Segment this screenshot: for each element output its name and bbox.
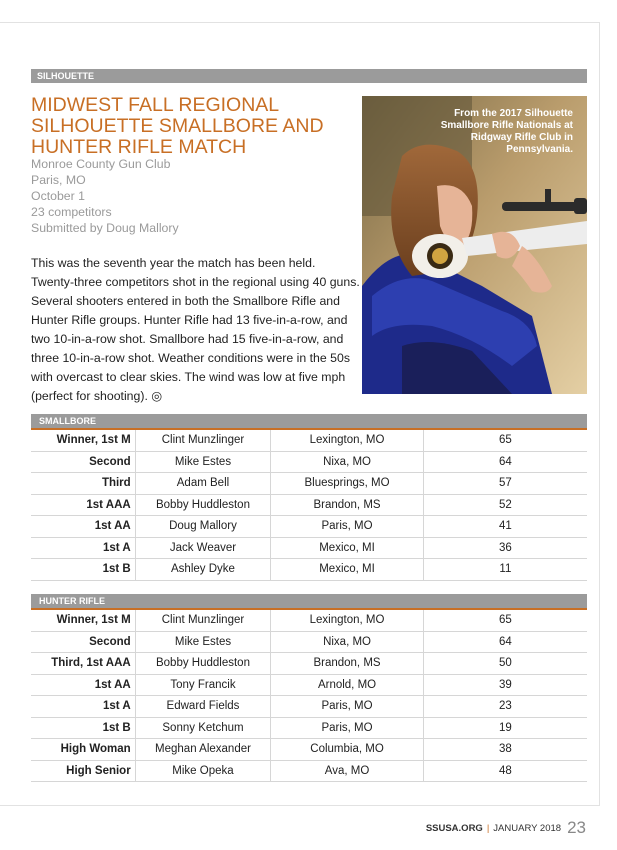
place-cell: 1st AAA [31, 494, 135, 516]
table-row [31, 610, 587, 631]
city-cell: Bluesprings, MO [271, 473, 424, 495]
score-cell: 41 [423, 516, 587, 538]
page-border [599, 22, 600, 806]
date: October 1 [31, 189, 85, 203]
table-row [31, 631, 587, 653]
score-cell: 19 [423, 717, 587, 739]
place-cell: 1st B [31, 559, 135, 581]
results-table [31, 430, 587, 581]
table-header: HUNTER RIFLE [31, 594, 587, 610]
city-cell: Paris, MO [271, 516, 424, 538]
hunter-rifle-results [31, 594, 587, 782]
city-cell: Brandon, MS [271, 494, 424, 516]
article-title: MIDWEST FALL REGIONAL SILHOUETTE SMALLBORE AND HUNTER RIFLE MATCH [31, 94, 324, 158]
site-url: SSUSA.ORG [425, 823, 483, 834]
city-cell: Nixa, MO [271, 451, 424, 473]
location: Paris, MO [31, 173, 86, 187]
name-cell: Clint Munzlinger [135, 610, 271, 631]
score-cell: 50 [423, 653, 587, 675]
name-cell: Edward Fields [135, 696, 271, 718]
place-cell: Second [31, 451, 135, 473]
page-border [0, 805, 600, 806]
submitted-by: Submitted by Doug Mallory [31, 221, 179, 235]
score-cell: 64 [423, 631, 587, 653]
club-name: Monroe County Gun Club [31, 157, 171, 171]
table-row [31, 674, 587, 696]
name-cell: Adam Bell [135, 473, 271, 495]
footer-separator: | [486, 823, 490, 834]
score-cell: 23 [423, 696, 587, 718]
page-border [0, 22, 600, 23]
table-row [31, 760, 587, 782]
page-footer [426, 818, 586, 838]
name-cell: Ashley Dyke [135, 559, 271, 581]
score-cell: 57 [423, 473, 587, 495]
city-cell: Ava, MO [271, 760, 423, 782]
score-cell: 52 [423, 494, 587, 516]
city-cell: Columbia, MO [271, 739, 423, 761]
table-row [31, 430, 587, 451]
name-cell: Bobby Huddleston [135, 653, 271, 675]
name-cell: Tony Francik [135, 674, 271, 696]
shooter-photo [362, 96, 587, 394]
table-row [31, 494, 587, 516]
competitor-count: 23 competitors [31, 205, 112, 219]
city-cell: Paris, MO [271, 717, 423, 739]
place-cell: 1st A [31, 696, 135, 718]
score-cell: 64 [423, 451, 587, 473]
table-row [31, 739, 587, 761]
place-cell: 1st AA [31, 516, 135, 538]
score-cell: 39 [423, 674, 587, 696]
score-cell: 48 [423, 760, 587, 782]
place-cell: High Woman [31, 739, 135, 761]
score-cell: 65 [423, 430, 587, 451]
place-cell: High Senior [31, 760, 135, 782]
name-cell: Doug Mallory [135, 516, 271, 538]
name-cell: Mike Estes [135, 451, 271, 473]
place-cell: Winner, 1st M [31, 430, 135, 451]
match-details [31, 156, 179, 236]
table-row [31, 473, 587, 495]
city-cell: Lexington, MO [271, 430, 424, 451]
score-cell: 38 [423, 739, 587, 761]
issue-date: JANUARY 2018 [493, 823, 562, 834]
name-cell: Meghan Alexander [135, 739, 271, 761]
table-row [31, 537, 587, 559]
name-cell: Jack Weaver [135, 537, 271, 559]
table-row [31, 451, 587, 473]
table-row [31, 717, 587, 739]
place-cell: 1st AA [31, 674, 135, 696]
smallbore-results [31, 414, 587, 581]
table-header: SMALLBORE [31, 414, 587, 430]
city-cell: Lexington, MO [271, 610, 423, 631]
score-cell: 65 [423, 610, 587, 631]
place-cell: Third, 1st AAA [31, 653, 135, 675]
results-table [31, 610, 587, 782]
section-label: SILHOUETTE [31, 69, 587, 83]
table-row [31, 696, 587, 718]
place-cell: 1st B [31, 717, 135, 739]
city-cell: Brandon, MS [271, 653, 423, 675]
place-cell: 1st A [31, 537, 135, 559]
score-cell: 11 [423, 559, 587, 581]
table-row [31, 516, 587, 538]
place-cell: Second [31, 631, 135, 653]
city-cell: Nixa, MO [271, 631, 423, 653]
photo-caption: From the 2017 Silhouette Smallbore Rifle Nationals at Ridgway Rifle Club in Pennsylvania. [440, 108, 573, 155]
name-cell: Mike Estes [135, 631, 271, 653]
name-cell: Bobby Huddleston [135, 494, 271, 516]
table-row [31, 653, 587, 675]
article-body: This was the seventh year the match has been held. Twenty-three competitors shot in the regional using 40 guns. Several shooters entered in both the Smallbore Rifle and Hunter Rifle groups. Hunter Rifle had 13 five-in-a-row, and two 10-in-a-row shot. Smallbore had 15 five-in-a-row, and three 10-in-a-row shot. Weather conditions were in the 50s with overcast to clear skies. The wind was low at five mph (perfect for shooting). ◎ [31, 256, 360, 403]
place-cell: Third [31, 473, 135, 495]
city-cell: Arnold, MO [271, 674, 423, 696]
table-row [31, 559, 587, 581]
score-cell: 36 [423, 537, 587, 559]
name-cell: Clint Munzlinger [135, 430, 271, 451]
city-cell: Mexico, MI [271, 559, 424, 581]
city-cell: Paris, MO [271, 696, 423, 718]
name-cell: Sonny Ketchum [135, 717, 271, 739]
page-number: 23 [567, 818, 586, 837]
name-cell: Mike Opeka [135, 760, 271, 782]
place-cell: Winner, 1st M [31, 610, 135, 631]
city-cell: Mexico, MI [271, 537, 424, 559]
